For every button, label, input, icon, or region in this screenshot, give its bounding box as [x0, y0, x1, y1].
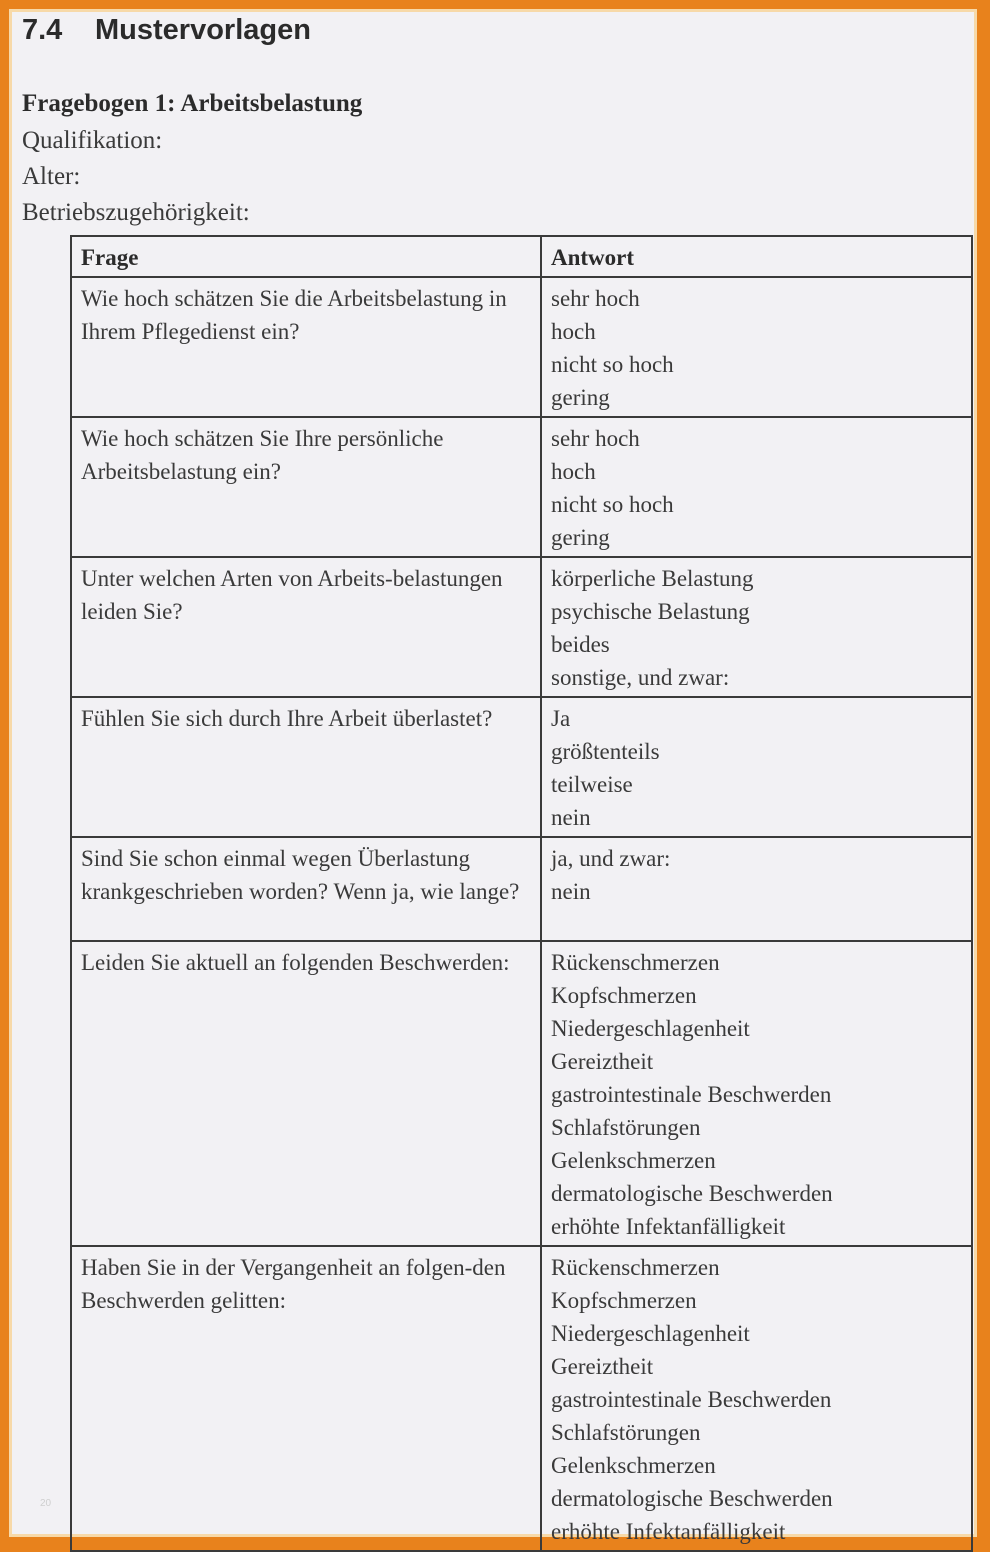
answer-option: sehr hoch — [551, 426, 640, 451]
question-cell: Haben Sie in der Vergangenheit an folgen-den Beschwerden gelitten: — [71, 1246, 541, 1551]
answer-option: erhöhte Infektanfälligkeit — [551, 1214, 786, 1239]
document-page — [9, 9, 977, 1544]
section-heading — [22, 14, 311, 47]
header-antwort: Antwort — [541, 236, 972, 277]
answer-option: nicht so hoch — [551, 352, 674, 377]
field-qualifikation: Qualifikation: — [22, 127, 163, 154]
answer-option: nein — [551, 805, 591, 830]
answer-option: gering — [551, 385, 610, 410]
answer-option: erhöhte Infektanfälligkeit — [551, 1519, 786, 1544]
answer-option: hoch — [551, 319, 596, 344]
answer-option: dermatologische Beschwerden — [551, 1486, 833, 1511]
section-title: Mustervorlagen — [95, 14, 311, 46]
question-cell: Wie hoch schätzen Sie die Arbeitsbelastung in Ihrem Pflegedienst ein? — [71, 277, 541, 417]
answer-option: Gelenkschmerzen — [551, 1453, 716, 1478]
answer-option: psychische Belastung — [551, 599, 750, 624]
answer-option: körperliche Belastung — [551, 566, 754, 591]
answer-option: Gereiztheit — [551, 1354, 654, 1379]
section-number: 7.4 — [22, 14, 63, 46]
answer-option: gastrointestinale Beschwerden — [551, 1082, 832, 1107]
answer-option: sonstige, und zwar: — [551, 665, 730, 690]
answer-cell — [541, 697, 972, 837]
form-title: Fragebogen 1: Arbeitsbelastung — [22, 90, 363, 117]
table-row — [71, 557, 972, 697]
table-row — [71, 697, 972, 837]
header-frage: Frage — [71, 236, 541, 277]
answer-option: Gereiztheit — [551, 1049, 654, 1074]
answer-option: ja, und zwar: — [551, 846, 671, 871]
question-cell: Wie hoch schätzen Sie Ihre persönliche Arbeitsbelastung ein? — [71, 417, 541, 557]
answer-option: Rückenschmerzen — [551, 950, 720, 975]
answer-cell — [541, 417, 972, 557]
answer-option: Kopfschmerzen — [551, 983, 697, 1008]
question-cell: Leiden Sie aktuell an folgenden Beschwerden: — [71, 941, 541, 1246]
question-cell: Fühlen Sie sich durch Ihre Arbeit überlastet? — [71, 697, 541, 837]
answer-option: gastrointestinale Beschwerden — [551, 1387, 832, 1412]
answer-option: Schlafstörungen — [551, 1420, 701, 1445]
table-header-row — [71, 236, 972, 277]
answer-option: Schlafstörungen — [551, 1115, 701, 1140]
table-row — [71, 277, 972, 417]
answer-option: hoch — [551, 459, 596, 484]
answer-cell — [541, 941, 972, 1246]
question-cell: Unter welchen Arten von Arbeits-belastungen leiden Sie? — [71, 557, 541, 697]
answer-option: größtenteils — [551, 739, 660, 764]
questionnaire-table — [70, 235, 973, 1552]
question-cell: Sind Sie schon einmal wegen Überlastung krankgeschrieben worden? Wenn ja, wie lange? — [71, 837, 541, 941]
answer-option: dermatologische Beschwerden — [551, 1181, 833, 1206]
answer-option: teilweise — [551, 772, 633, 797]
answer-option: Niedergeschlagenheit — [551, 1321, 750, 1346]
table-row — [71, 941, 972, 1246]
answer-option: Gelenkschmerzen — [551, 1148, 716, 1173]
answer-option: sehr hoch — [551, 286, 640, 311]
answer-option: Niedergeschlagenheit — [551, 1016, 750, 1041]
answer-option: Ja — [551, 706, 571, 731]
answer-option: nicht so hoch — [551, 492, 674, 517]
answer-cell — [541, 1246, 972, 1551]
answer-cell — [541, 557, 972, 697]
answer-cell — [541, 277, 972, 417]
table-row — [71, 1246, 972, 1551]
answer-option: gering — [551, 525, 610, 550]
page-number: 20 — [40, 1498, 52, 1509]
answer-cell — [541, 837, 972, 941]
answer-option: Kopfschmerzen — [551, 1288, 697, 1313]
field-betriebszugehoerigkeit: Betriebszugehörigkeit: — [22, 199, 250, 226]
answer-option: beides — [551, 632, 610, 657]
table-row — [71, 417, 972, 557]
table-row — [71, 837, 972, 941]
answer-option: Rückenschmerzen — [551, 1255, 720, 1280]
field-alter: Alter: — [22, 163, 81, 190]
answer-option: nein — [551, 879, 591, 904]
